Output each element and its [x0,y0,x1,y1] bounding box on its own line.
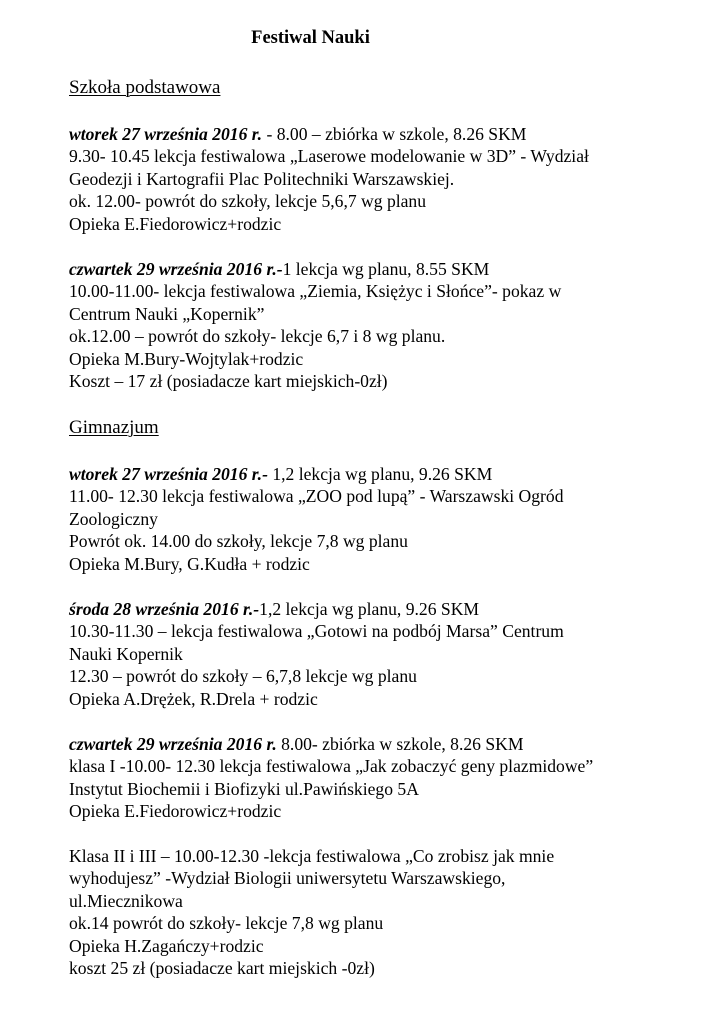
entry-line: klasa I -10.00- 12.30 lekcja festiwalowa „Jak zobaczyć geny plazmidowe” [69,756,594,777]
entry-date: czwartek 29 września 2016 r. [69,734,277,754]
entry-line: Opieka A.Drężek, R.Drela + rodzic [69,688,318,709]
entry-date: czwartek 29 września 2016 r.- [69,259,283,279]
entry-line: Centrum Nauki „Kopernik” [69,303,265,324]
entry-date: środa 28 września 2016 r.- [69,599,260,619]
entry-line: 10.30-11.30 – lekcja festiwalowa „Gotowi na podbój Marsa” Centrum [69,621,564,642]
section-heading-primary-school: Szkoła podstawowa [69,77,221,98]
entry-first-line: wtorek 27 września 2016 r.- 1,2 lekcja wg planu, 9.26 SKM [69,464,493,484]
entry-line: Nauki Kopernik [69,643,183,664]
entry-line: ok. 12.00- powrót do szkoły, lekcje 5,6,7 wg planu [69,191,427,212]
entry-line: 12.30 – powrót do szkoły – 6,7,8 lekcje wg planu [69,666,417,687]
entry-line: Opieka E.Fiedorowicz+rodzic [69,801,282,822]
entry-date: wtorek 27 września 2016 r.- [69,464,268,484]
entry-line: Koszt – 17 zł (posiadacze kart miejskich-0zł) [69,370,388,391]
entry-line: ul.Miecznikowa [69,890,183,911]
entry-line: Opieka M.Bury, G.Kudła + rodzic [69,553,310,574]
entry-primary-thursday [69,258,669,392]
entry-line: koszt 25 zł (posiadacze kart miejskich -0zł) [69,957,375,978]
entry-line: ok.12.00 – powrót do szkoły- lekcje 6,7 i 8 wg planu. [69,326,446,347]
entry-line: Opieka M.Bury-Wojtylak+rodzic [69,348,304,369]
entry-first-line: wtorek 27 września 2016 r. - 8.00 – zbiórka w szkole, 8.26 SKM [69,124,527,144]
entry-first-line: środa 28 września 2016 r.-1,2 lekcja wg planu, 9.26 SKM [69,599,480,619]
entry-line: Klasa II i III – 10.00-12.30 -lekcja festiwalowa „Co zrobisz jak mnie [69,846,555,866]
entry-primary-tuesday [69,123,669,235]
entry-middle-thursday [69,733,669,823]
entry-line: Powrót ok. 14.00 do szkoły, lekcje 7,8 wg planu [69,531,408,552]
entry-middle-wednesday [69,598,669,710]
entry-middle-tuesday [69,463,669,575]
entry-line: Instytut Biochemii i Biofizyki ul.Pawińskiego 5A [69,778,419,799]
entry-line: Zoologiczny [69,508,158,529]
entry-date: wtorek 27 września 2016 r. [69,124,263,144]
entry-line: Geodezji i Kartografii Plac Politechniki Warszawskiej. [69,168,455,189]
entry-first-line: czwartek 29 września 2016 r.-1 lekcja wg planu, 8.55 SKM [69,259,490,279]
entry-line: ok.14 powrót do szkoły- lekcje 7,8 wg planu [69,913,384,934]
entry-line: wyhodujesz” -Wydział Biologii uniwersytetu Warszawskiego, [69,868,506,889]
page-title: Festiwal Nauki [251,28,370,48]
section-heading-middle-school: Gimnazjum [69,417,159,438]
entry-line: 11.00- 12.30 lekcja festiwalowa „ZOO pod lupą” - Warszawski Ogród [69,486,564,507]
entry-line: Opieka H.Zagańczy+rodzic [69,935,264,956]
entry-line: 10.00-11.00- lekcja festiwalowa „Ziemia, Księżyc i Słońce”- pokaz w [69,281,562,302]
entry-first-line: czwartek 29 września 2016 r. 8.00- zbiórka w szkole, 8.26 SKM [69,734,524,754]
entry-middle-classes-2-3 [69,845,669,979]
entry-line: Opieka E.Fiedorowicz+rodzic [69,213,282,234]
entry-line: 9.30- 10.45 lekcja festiwalowa „Laserowe modelowanie w 3D” - Wydział [69,146,589,167]
